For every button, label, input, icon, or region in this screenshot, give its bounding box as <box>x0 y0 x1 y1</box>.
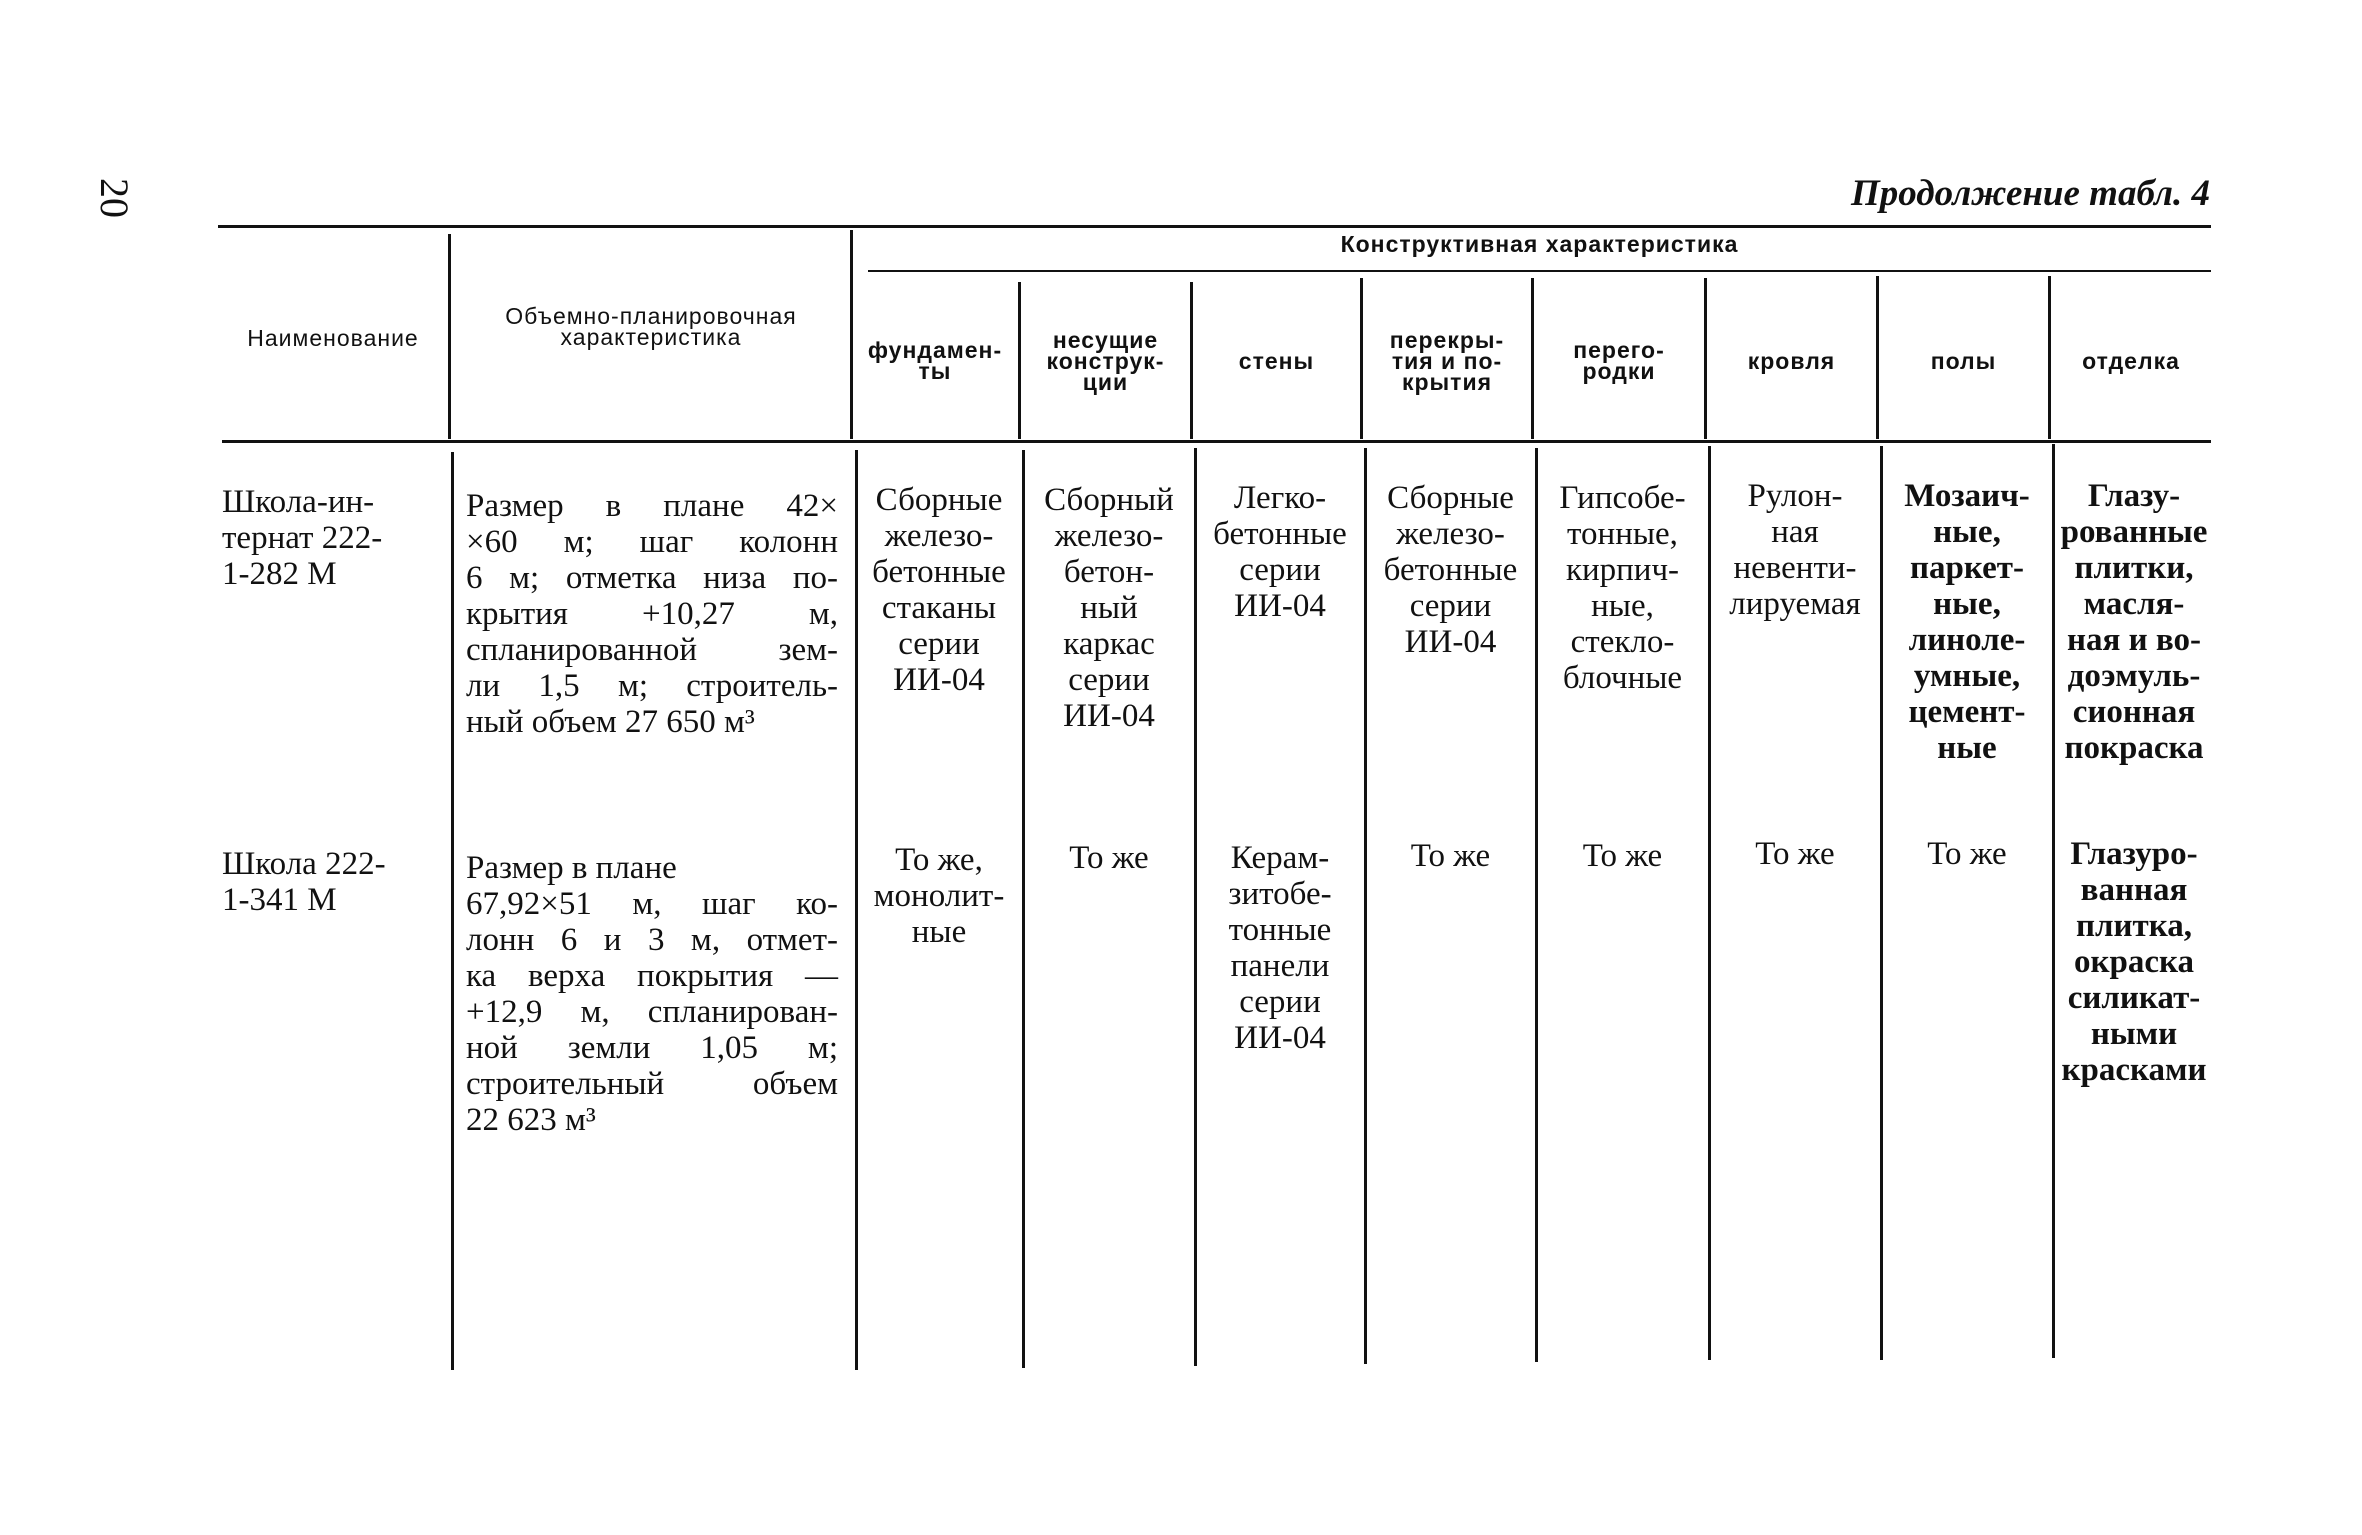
header-bearing-structures: несущие конструк- ции <box>1046 326 1165 395</box>
table-continuation-label: Продолжение табл. 4 <box>1851 173 2210 214</box>
row1-name: Школа-ин- тернат 222- 1-282 М <box>222 484 383 592</box>
row2-finishing: Глазуро- ванная плитка, окраска силикат- ными красками <box>2061 836 2207 1088</box>
row1-floors-roofs: Сборные железо- бетонные серии ИИ-04 <box>1383 480 1518 660</box>
header-planning-line-1: Объемно-планировочная <box>505 303 797 329</box>
row2-planning: Размер в плане 67,92×51 м, шаг ко- лонн 6 и 3 м, отмет- ка верха покрытия — +12,9 м, спланирован- ной земли 1,05 м; строительный объем 22 623 м³ <box>466 850 838 1138</box>
header-name: Наименование <box>247 324 419 351</box>
row1-finishing: Глазу- рованные плитки, масля- ная и во- доэмуль- сионная покраска <box>2060 478 2208 766</box>
row2-name: Школа 222- 1-341 М <box>222 846 386 918</box>
row1-flooring: Мозаич- ные, паркет- ные, линоле- умные, цемент- ные <box>1904 478 2030 766</box>
row1-planning: Размер в плане 42× ×60 м; шаг колонн 6 м; отметка низа по- крытия +10,27 м, спланированной зем- ли 1,5 м; строитель- ный объем 27 650 м³ <box>466 488 838 740</box>
header-walls: стены <box>1238 347 1315 374</box>
row1-walls: Легко- бетонные серии ИИ-04 <box>1213 480 1347 624</box>
row1-bearing-structures: Сборный железо- бетон- ный каркас серии ИИ-04 <box>1044 482 1174 734</box>
table-top-rule <box>218 225 2211 228</box>
header-finishing: отделка <box>2082 347 2180 374</box>
page-number: 20 <box>92 178 137 218</box>
row2-walls: Керам- зитобе- тонные панели серии ИИ-04 <box>1228 840 1332 1056</box>
header-divider-1 <box>448 234 451 439</box>
header-group-constructive: Конструктивная характеристика <box>1340 231 1739 257</box>
header-bottom-rule <box>222 440 2211 443</box>
row1-foundations: Сборные железо- бетонные стаканы серии ИИ-04 <box>872 482 1006 698</box>
row2-foundations: То же, монолит- ные <box>873 842 1005 950</box>
row2-floors-roofs: То же <box>1410 838 1491 874</box>
header-partitions: перего- родки <box>1573 337 1665 384</box>
header-planning <box>452 303 850 350</box>
header-planning-line-2: характеристика <box>560 324 742 350</box>
row2-roofing: То же <box>1755 836 1835 872</box>
row1-partitions: Гипсобе- тонные, кирпич- ные, стекло- блочные <box>1559 480 1686 696</box>
group-header-rule <box>868 270 2211 272</box>
header-foundations: фундамен- ты <box>867 337 1003 384</box>
body-divider-1 <box>451 452 454 1370</box>
header-roofing: кровля <box>1747 347 1836 374</box>
header-floors-roofs: перекры- тия и по- крытия <box>1389 326 1505 395</box>
row1-roofing: Рулон- ная невенти- лируемая <box>1729 478 1861 622</box>
row2-flooring: То же <box>1927 836 2007 872</box>
row2-partitions: То же <box>1582 838 1663 874</box>
row2-bearing-structures: То же <box>1069 840 1149 876</box>
header-flooring: полы <box>1930 347 1997 374</box>
